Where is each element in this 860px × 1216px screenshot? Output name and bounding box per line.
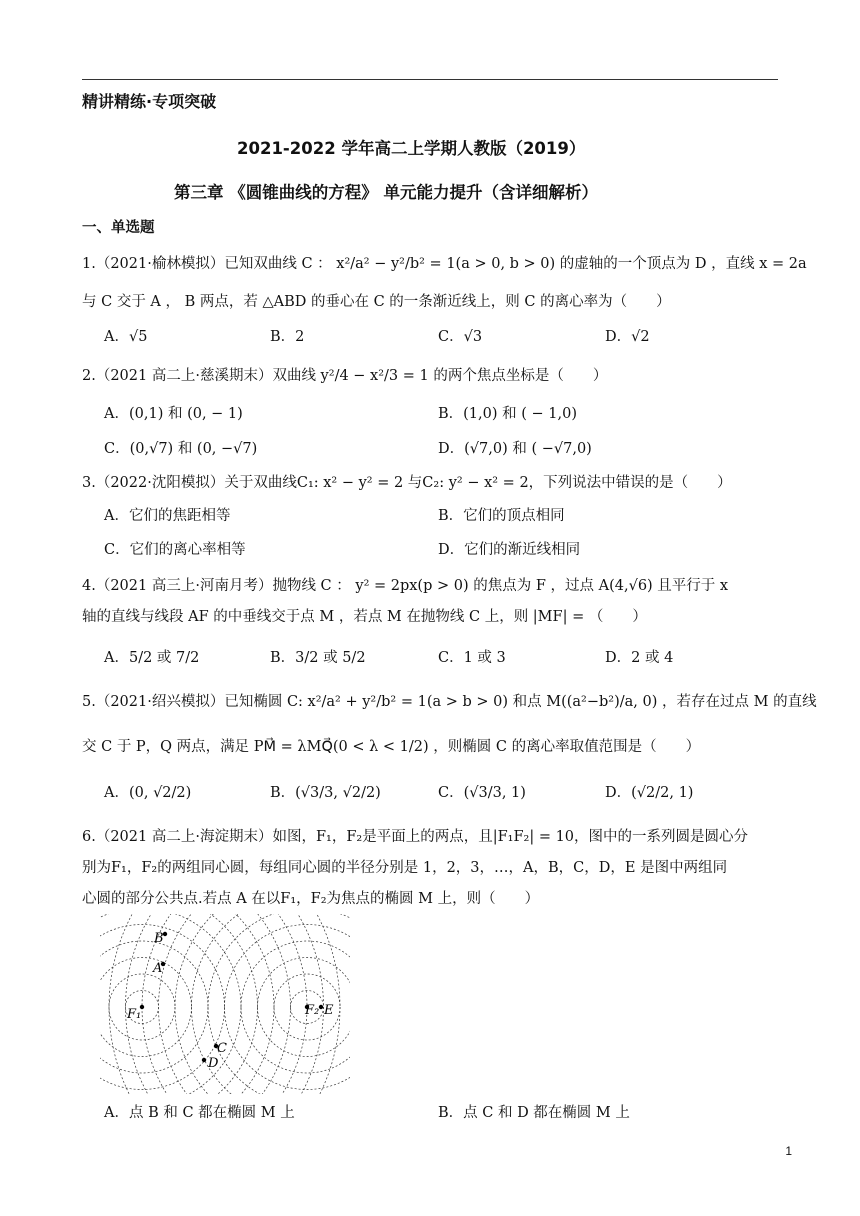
question-4-option-c: C．1 或 3 xyxy=(438,650,506,666)
point-d xyxy=(202,1058,206,1062)
question-3-option-b: B．它们的顶点相同 xyxy=(438,508,565,524)
f1-concentric-circle xyxy=(100,914,241,1094)
f1-concentric-circle xyxy=(100,914,291,1094)
question-1-option-b: B．2 xyxy=(270,329,305,345)
question-1-option-d: D．√2 xyxy=(605,329,650,345)
question-5-line-1: 5.（2021·绍兴模拟）已知椭圆 C: x²/a² + y²/b² = 1(a > b > 0) 和点 M((a²−b²)/a, 0) ，若存在过点 M 的直线 xyxy=(82,694,817,710)
question-5-option-d: D．(√2/2, 1) xyxy=(605,785,694,801)
f1-concentric-circle xyxy=(100,925,225,1090)
figure-label-f1: F₁ xyxy=(127,1007,142,1022)
question-6-option-a: A．点 B 和 C 都在椭圆 M 上 xyxy=(104,1105,295,1121)
question-6-line-1: 6.（2021 高二上·海淀期末）如图，F₁，F₂是平面上的两点，且|F₁F₂| = 10，图中的一系列圆是圆心分 xyxy=(82,829,749,845)
figure-label-e: E xyxy=(324,1003,334,1018)
question-5-line-2: 交 C 于 P，Q 两点，满足 PM⃗ = λMQ⃗(0 < λ < 1/2) ，则椭圆 C 的离心率取值范围是（ ） xyxy=(82,739,701,755)
f2-concentric-circle xyxy=(159,914,351,1094)
section-heading: 一、单选题 xyxy=(82,220,155,236)
point-e xyxy=(319,1005,323,1009)
question-1-line-2: 与 C 交于 A ， B 两点，若 △ABD 的垂心在 C 的一条渐近线上，则 C 的离心率为（ ） xyxy=(82,294,671,310)
question-5-option-c: C．(√3/3, 1) xyxy=(438,785,526,801)
question-6-option-b: B．点 C 和 D 都在椭圆 M 上 xyxy=(438,1105,630,1121)
question-4-line-1: 4.（2021 高三上·河南月考）抛物线 C ： y² = 2px(p > 0) 的焦点为 F ，过点 A(4,√6) 且平行于 x xyxy=(82,578,729,594)
figure-label-c: C xyxy=(217,1041,227,1056)
question-4-option-d: D．2 或 4 xyxy=(605,650,674,666)
question-6-line-2: 别为F₁，F₂的两组同心圆，每组同心圆的半径分别是 1，2，3，…，A，B，C，D，E 是图中两组同 xyxy=(82,860,728,876)
question-3-option-c: C．它们的离心率相等 xyxy=(104,542,246,558)
question-2-option-d: D．(√7,0) 和 ( −√7,0) xyxy=(438,441,592,457)
question-4-option-b: B．3/2 或 5/2 xyxy=(270,650,366,666)
question-2-line-1: 2.（2021 高二上·慈溪期末）双曲线 y²/4 − x²/3 = 1 的两个焦点坐标是（ ） xyxy=(82,368,608,384)
figure-label-f2: F₂ xyxy=(305,1003,320,1018)
question-6-line-3: 心圆的部分公共点.若点 A 在以F₁，F₂为焦点的椭圆 M 上，则（ ） xyxy=(82,891,540,907)
question-3-option-d: D．它们的渐近线相同 xyxy=(438,542,581,558)
question-5-option-b: B．(√3/3, √2/2) xyxy=(270,785,381,801)
figure-label-d: D xyxy=(208,1056,219,1071)
page-number: 1 xyxy=(785,1144,792,1158)
brand-label: 精讲精练·专项突破 xyxy=(82,92,217,111)
question-4-line-2: 轴的直线与线段 AF 的中垂线交于点 M ，若点 M 在抛物线 C 上，则 |MF| = （ ） xyxy=(82,609,647,625)
question-2-option-b: B．(1,0) 和 ( − 1,0) xyxy=(438,406,577,422)
question-3-line-1: 3.（2022·沈阳模拟）关于双曲线C₁: x² − y² = 2 与C₂: y² − x² = 2，下列说法中错误的是（ ） xyxy=(82,475,732,491)
question-1-line-1: 1.（2021·榆林模拟）已知双曲线 C ： x²/a² − y²/b² = 1(a > 0, b > 0) 的虚轴的一个顶点为 D ，直线 x = 2a xyxy=(82,256,807,272)
f1-concentric-circle xyxy=(100,914,274,1094)
question-1-option-c: C．√3 xyxy=(438,329,483,345)
question-2-option-c: C．(0,√7) 和 (0, −√7) xyxy=(104,441,258,457)
f2-concentric-circle xyxy=(258,958,351,1057)
header-rule xyxy=(82,79,778,80)
figure-label-a: A xyxy=(153,961,163,976)
question-4-option-a: A．5/2 或 7/2 xyxy=(104,650,200,666)
figure-label-b: B xyxy=(154,931,164,946)
title-line-1: 2021-2022 学年高二上学期人教版（2019） xyxy=(237,139,586,158)
question-3-option-a: A．它们的焦距相等 xyxy=(104,508,231,524)
question-1-option-a: A．√5 xyxy=(104,329,148,345)
question-2-option-a: A．(0,1) 和 (0, − 1) xyxy=(104,406,243,422)
question-5-option-a: A．(0, √2/2) xyxy=(104,785,192,801)
concentric-circles-figure xyxy=(100,914,350,1094)
f1-concentric-circle xyxy=(100,914,258,1094)
f1-concentric-circle xyxy=(100,914,307,1094)
title-line-2: 第三章 《圆锥曲线的方程》 单元能力提升（含详细解析） xyxy=(174,183,598,202)
